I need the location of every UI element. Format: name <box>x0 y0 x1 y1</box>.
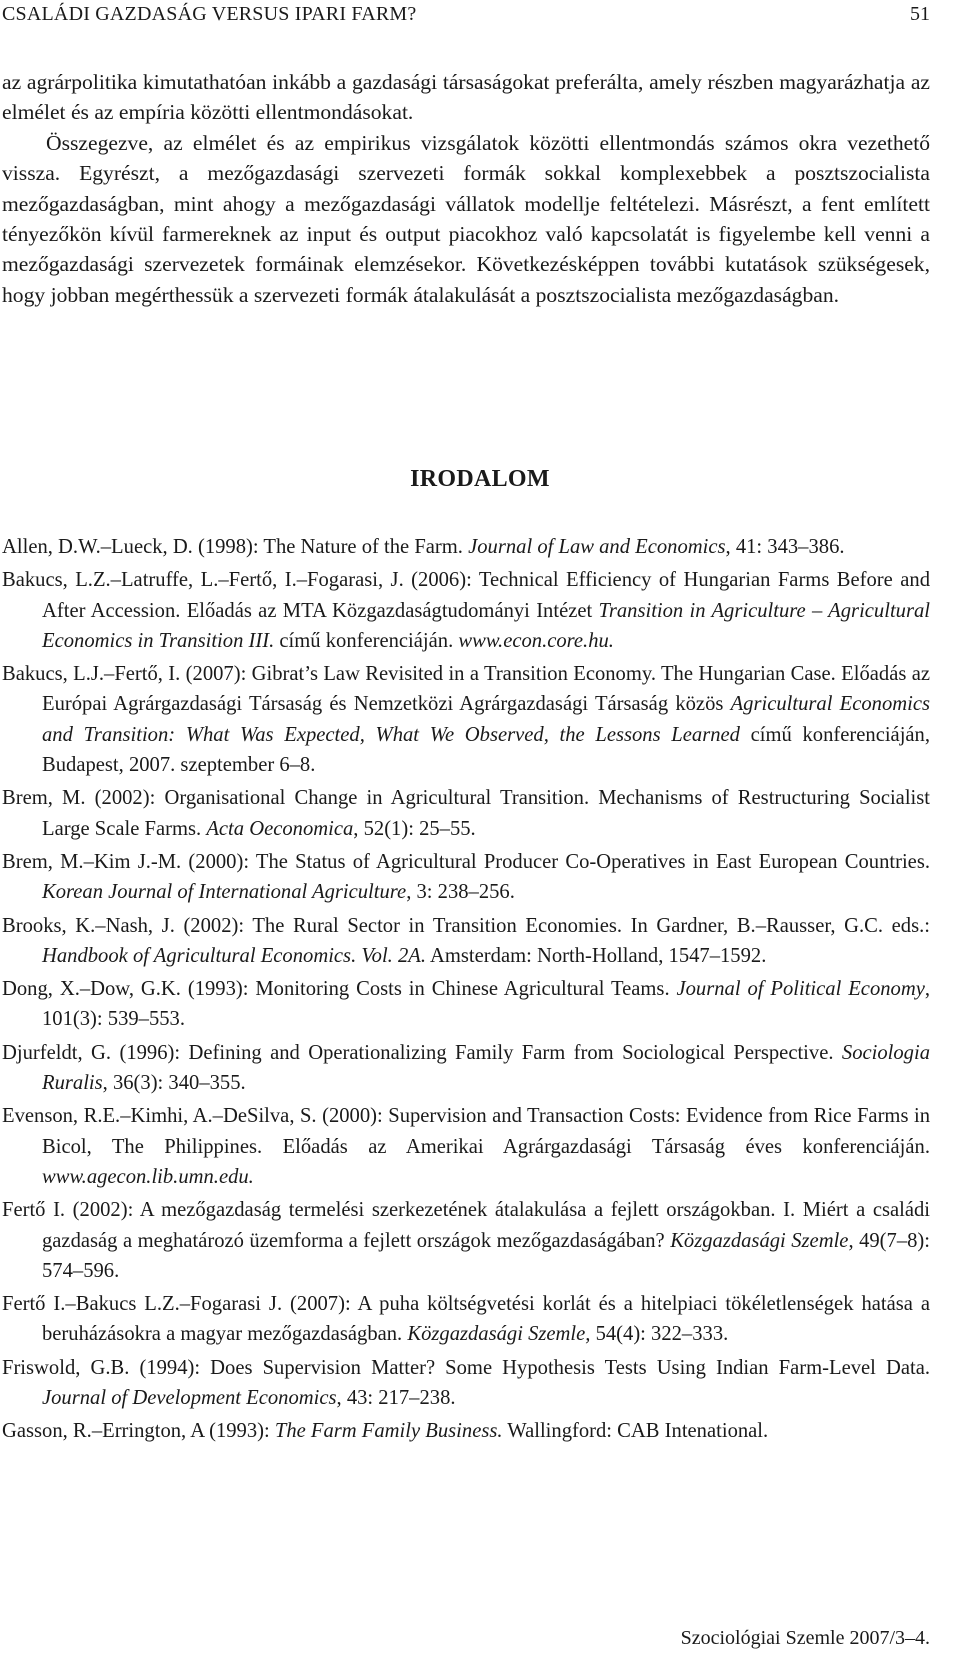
journal-footer: Szociológiai Szemle 2007/3–4. <box>680 1627 930 1649</box>
reference-item: Brem, M. (2002): Organisational Change in Agricultural Transition. Mechanisms of Restructuring Socialist Large Scale Farms. Acta Oeconomica, 52(1): 25–55. <box>2 787 930 840</box>
running-header <box>0 0 930 30</box>
page-number: 51 <box>910 3 930 25</box>
body-text <box>2 67 930 310</box>
reference-item: Djurfeldt, G. (1996): Defining and Operationalizing Family Farm from Sociological Perspective. Sociologia Ruralis, 36(3): 340–355. <box>2 1041 930 1095</box>
reference-item: Brooks, K.–Nash, J. (2002): The Rural Sector in Transition Economies. In Gardner, B.–Rausser, G.C. eds.: Handbook of Agricultural Economics. Vol. 2A. Amsterdam: North-Holland, 1547–1592. <box>2 914 930 967</box>
reference-item: Fertő I.–Bakucs L.Z.–Fogarasi J. (2007): A puha költségvetési korlát és a hitelpiaci tökéletlenségek hatása a beruházásokra a magyar mezőgazdaságban. Közgazdasági Szemle, 54(4): 322–333. <box>2 1293 930 1346</box>
reference-item: Evenson, R.E.–Kimhi, A.–DeSilva, S. (2000): Supervision and Transaction Costs: Evidence from Rice Farms in Bicol, The Philippines. Előadás az Amerikai Agrárgazdasági Társaság éves konferenciáján. www.agecon.lib.umn.edu. <box>2 1105 930 1188</box>
reference-list <box>2 532 930 1450</box>
reference-item: Bakucs, L.J.–Fertő, I. (2007): Gibrat’s Law Revisited in a Transition Economy. The Hungarian Case. Előadás az Európai Agrárgazdasági Társaság és Nemzetközi Agrárgazdasági Társaság közös Agricultural Economics and Transition: What Was Expected, What We Observed, the Lessons Learned című konferenciáján, Budapest, 2007. szeptember 6–8. <box>2 663 930 777</box>
reference-item: Gasson, R.–Errington, A (1993): The Farm Family Business. Wallingford: CAB Intenational. <box>2 1420 769 1443</box>
section-heading: IRODALOM <box>410 466 550 492</box>
running-title: CSALÁDI GAZDASÁG VERSUS IPARI FARM? <box>2 3 417 25</box>
reference-item: Brem, M.–Kim J.-M. (2000): The Status of Agricultural Producer Co-Operatives in East European Countries. Korean Journal of International Agriculture, 3: 238–256. <box>2 850 930 904</box>
paragraph-1: az agrárpolitika kimutathatóan inkább a gazdasági társaságokat preferálta, amely részben magyarázhatja az elmélet és az empíria közötti ellentmondásokat. <box>2 70 930 125</box>
reference-item: Allen, D.W.–Lueck, D. (1998): The Nature of the Farm. Journal of Law and Economics, 41: 343–386. <box>2 536 845 558</box>
paragraph-2: Összegezve, az elmélet és az empirikus vizsgálatok közötti ellentmondás számos okra vezethető vissza. Egyrészt, a mezőgazdasági szervezeti formák sokkal komplexebbek a posztszocialista mezőgazdaságban, mint ahogy a mezőgazdasági vállatok modellje feltételezi. Másrészt, a fent említett tényezőkön kívül farmereknek az input és output piacokhoz való kapcsolatát is figyelembe kell venni a mezőgazdasági szervezetek formáinak elemzésekor. Következésképpen további kutatások szükségesek, hogy jobban megérthessük a szervezeti formák átalakulását a posztszocialista mezőgazdaságban. <box>2 130 930 307</box>
reference-item: Dong, X.–Dow, G.K. (1993): Monitoring Costs in Chinese Agricultural Teams. Journal of Political Economy, 101(3): 539–553. <box>2 978 930 1031</box>
reference-item: Fertő I. (2002): A mezőgazdaság termelési szerkezetének átalakulása a fejlett országokban. I. Miért a családi gazdaság a meghatározó üzemforma a fejlett országok mezőgazdaságában? Közgazdasági Szemle, 49(7–8): 574–596. <box>2 1199 930 1282</box>
reference-item: Friswold, G.B. (1994): Does Supervision Matter? Some Hypothesis Tests Using Indian Farm-Level Data. Journal of Development Economics, 43: 217–238. <box>2 1356 930 1410</box>
reference-item: Bakucs, L.Z.–Latruffe, L.–Fertő, I.–Fogarasi, J. (2006): Technical Efficiency of Hungarian Farms Before and After Accession. Előadás az MTA Közgazdaságtudományi Intézet Transition in Agriculture – Agricultural Economics in Transition III. című konferenciáján. www.econ.core.hu. <box>2 569 930 652</box>
